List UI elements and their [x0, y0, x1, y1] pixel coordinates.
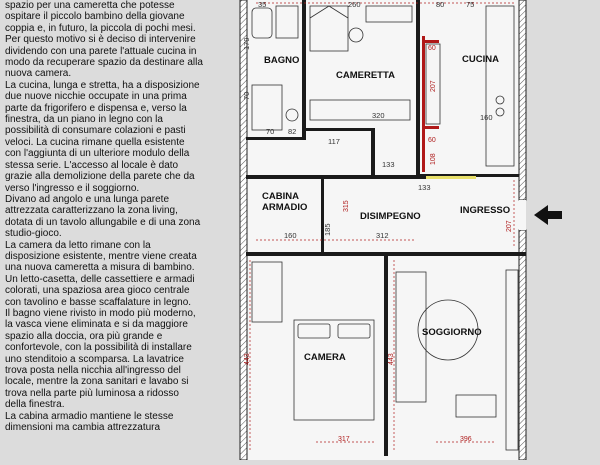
description-line: studio-gioco. — [5, 228, 62, 240]
dim-label: 443 — [244, 353, 251, 365]
room-label-armadio: ARMADIO — [262, 202, 308, 213]
description-line: uno stenditoio a scomparsa. La lavatrice — [5, 353, 184, 365]
dim-label: 179 — [242, 37, 251, 50]
description-line: La camera da letto rimane con la — [5, 239, 151, 251]
description-line: veloci. La cucina rimane quella esistente — [5, 136, 185, 148]
dim-label: 70 — [242, 91, 251, 100]
description-line: attrezzata caratterizzano la zona living, — [5, 205, 178, 217]
dim-label: 35 — [258, 0, 267, 9]
description-line: la vasca viene eliminata e si da maggiore — [5, 319, 188, 331]
description-line: trova nella parte più luminosa a ridosso — [5, 387, 179, 399]
threshold-strip — [426, 176, 476, 179]
dim-label: 185 — [323, 223, 332, 236]
dim-label: 207 — [506, 220, 513, 232]
description-line: verso l'ingresso e il soggiorno. — [5, 182, 140, 194]
dim-label: 443 — [388, 353, 395, 365]
room-label-soggiorno: SOGGIORNO — [422, 327, 482, 338]
dim-label: 396 — [460, 436, 472, 443]
description-line: con l'aggiunta di un ulteriore modulo della — [5, 148, 190, 160]
description-line: della finestra. — [5, 399, 65, 411]
dim-label: 160 — [284, 231, 297, 240]
dim-label: 207 — [430, 80, 437, 92]
floor-plan — [236, 0, 600, 460]
description-line: colorati, una spaziosa area gioco centrale — [5, 285, 190, 297]
east-wall-lower — [519, 230, 526, 460]
description-line: una nuova cameretta a misura di bambino. — [5, 262, 195, 274]
room-label-camera: CAMERA — [304, 352, 346, 363]
dim-label: 315 — [343, 200, 350, 212]
description-line: Divano ad angolo e una lunga parete — [5, 193, 170, 205]
description-line: Per questo motivo si è deciso di intervenire — [5, 34, 196, 46]
west-wall — [240, 0, 247, 460]
dim-label: 320 — [372, 111, 385, 120]
description-line: dimensioni ma cambia attrezzatura — [5, 422, 161, 434]
description-panel — [0, 0, 236, 460]
description-line: La cucina, lunga e stretta, ha a disposizione — [5, 79, 200, 91]
description-line: spazio alla doccia, ora più grande e — [5, 330, 163, 342]
description-line: dividendo con una parete l'attuale cucina in — [5, 45, 197, 57]
description-line: finestra, da un piano in legno con la — [5, 114, 163, 126]
description-line: spazio per una cameretta che potesse — [5, 0, 175, 11]
dim-label: 160 — [480, 113, 493, 122]
dim-label: 82 — [288, 127, 297, 136]
room-label-ingresso: INGRESSO — [460, 205, 511, 216]
description-line: Un letto-casetta, delle cassettiere e armadi — [5, 273, 195, 285]
room-label-cucina: CUCINA — [462, 54, 499, 65]
description-line: locale, mentre la zona sanitari e lavabo si — [5, 376, 189, 388]
description-line: dotata di un tavolo allungabile e di una zona — [5, 216, 201, 228]
room-label-cabina: CABINA — [262, 191, 299, 202]
room-label-cameretta: CAMERETTA — [336, 70, 395, 81]
description-line: trova posta nella nicchia all'ingresso del — [5, 365, 181, 376]
dim-label: 312 — [376, 231, 389, 240]
dim-label: 133 — [418, 183, 431, 192]
dim-label: 75 — [466, 0, 475, 9]
floor-plan-svg — [236, 0, 600, 460]
room-label-bagno: BAGNO — [264, 55, 300, 66]
description-line: grazie alla demolizione della parete che da — [5, 171, 195, 183]
east-wall-upper — [519, 0, 526, 200]
description-line: possibilità di consumare colazioni e pasti — [5, 125, 186, 137]
description-line: parte da frigorifero e dispensa e, verso la — [5, 102, 187, 114]
dim-label: 60 — [428, 45, 436, 52]
description-line: Il bagno viene rivisto in modo più moderno, — [5, 307, 196, 319]
dim-label: 70 — [266, 127, 275, 136]
dim-label: 317 — [338, 436, 350, 443]
description-line: modo da recuperare spazio da destinare alla — [5, 57, 203, 69]
description-line: disposizione esistente, mentre viene creata — [5, 250, 197, 262]
description-line: due nuove nicchie occupate in una prima — [5, 91, 187, 103]
description-line: coppia e, in futuro, la piccola di pochi mesi. — [5, 22, 196, 34]
room-label-disimpegno: DISIMPEGNO — [360, 211, 421, 222]
description-line: con tavolino e basse scaffalature in legno. — [5, 296, 192, 308]
description-line: La cabina armadio mantiene le stesse — [5, 410, 174, 422]
dim-label: 260 — [348, 0, 361, 9]
dim-label: 117 — [328, 137, 340, 146]
dim-label: 133 — [382, 160, 395, 169]
dim-label: 60 — [428, 137, 436, 144]
description-line: confortevole, con la possibilità di installare — [5, 342, 192, 354]
description-line: ospitare il piccolo bambino della giovane — [5, 11, 185, 23]
entrance-opening — [519, 200, 526, 230]
dim-label: 80 — [436, 0, 445, 9]
dim-label: 108 — [430, 153, 437, 165]
description-line: nuova camera. — [5, 68, 72, 80]
description-line: stessa serie. L'accesso al locale è dato — [5, 159, 179, 171]
